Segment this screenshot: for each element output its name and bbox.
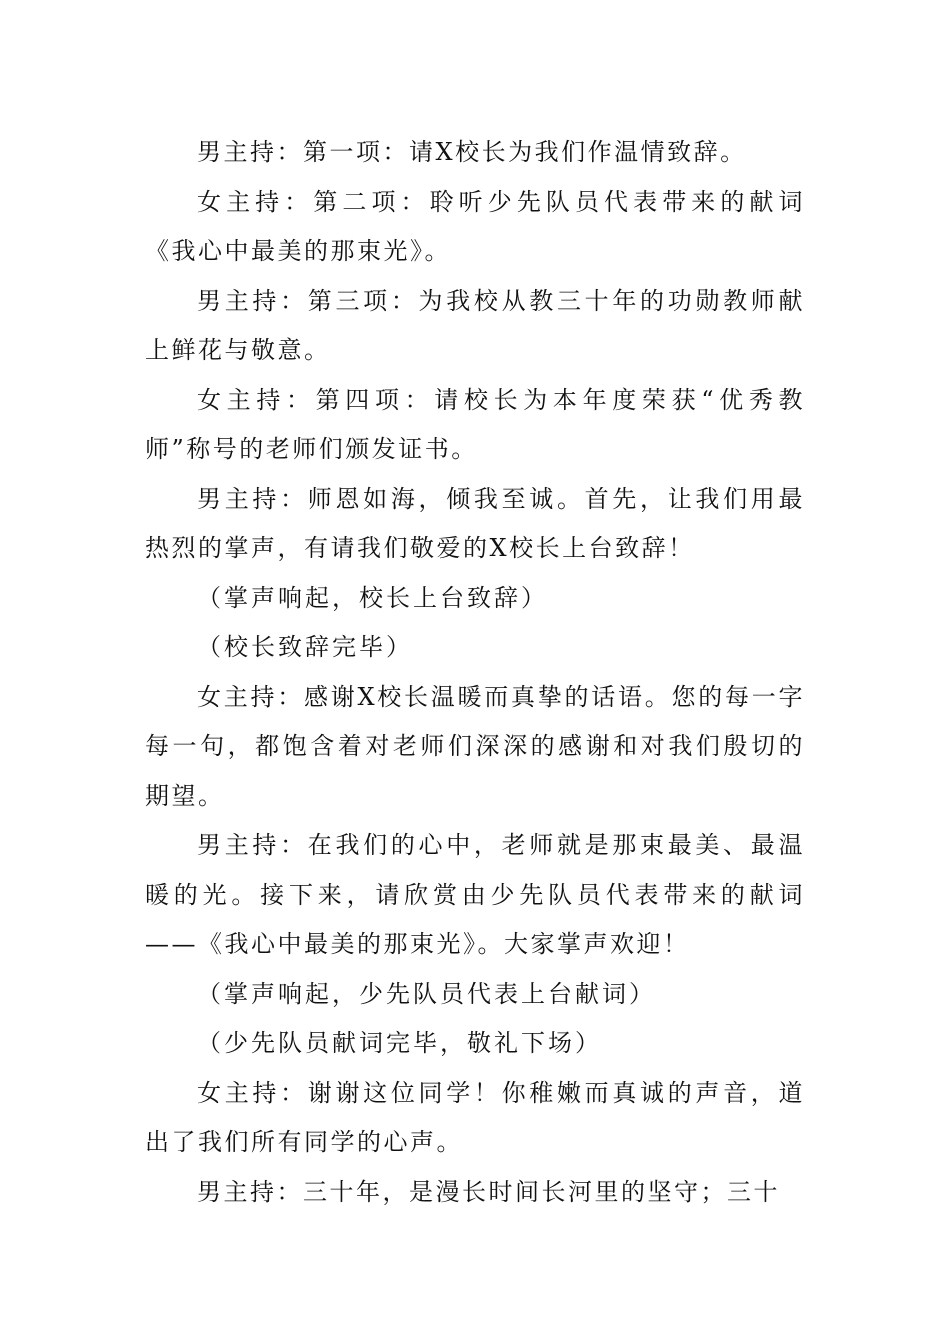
host-line-thirty-years: 男主持：三十年，是漫长时间长河里的坚守；三十	[197, 1177, 780, 1206]
host-line-invite-principal: 男主持：师恩如海，倾我至诚。首先，让我们用最热烈的掌声，有请我们敬爱的X校长上台致辞！	[145, 484, 805, 562]
host-line-item-3: 男主持：第三项：为我校从教三十年的功勋教师献上鲜花与敬意。	[145, 286, 805, 364]
host-line-thanks-principal: 女主持：感谢X校长温暖而真挚的话语。您的每一字每一句，都饱含着对老师们深深的感谢和对我们殷切的期望。	[145, 682, 805, 810]
stage-direction: （掌声响起，少先队员代表上台献词）	[197, 979, 656, 1008]
host-line-thanks-student: 女主持：谢谢这位同学！你稚嫩而真诚的声音，道出了我们所有同学的心声。	[145, 1078, 805, 1156]
host-line-item-4: 女主持：第四项：请校长为本年度荣获“优秀教师”称号的老师们颁发证书。	[145, 385, 805, 463]
host-line-item-2: 女主持：第二项：聆听少先队员代表带来的献词《我心中最美的那束光》。	[145, 187, 805, 265]
host-line-item-1: 男主持：第一项：请X校长为我们作温情致辞。	[197, 138, 747, 166]
stage-direction: （少先队员献词完毕，敬礼下场）	[197, 1029, 602, 1057]
host-line-invite-pioneers: 男主持：在我们的心中，老师就是那束最美、最温暖的光。接下来，请欣赏由少先队员代表带来的献词——《我心中最美的那束光》。大家掌声欢迎！	[145, 831, 805, 958]
stage-direction: （校长致辞完毕）	[197, 633, 413, 661]
stage-direction: （掌声响起，校长上台致辞）	[197, 583, 548, 612]
document-page	[145, 128, 805, 1217]
